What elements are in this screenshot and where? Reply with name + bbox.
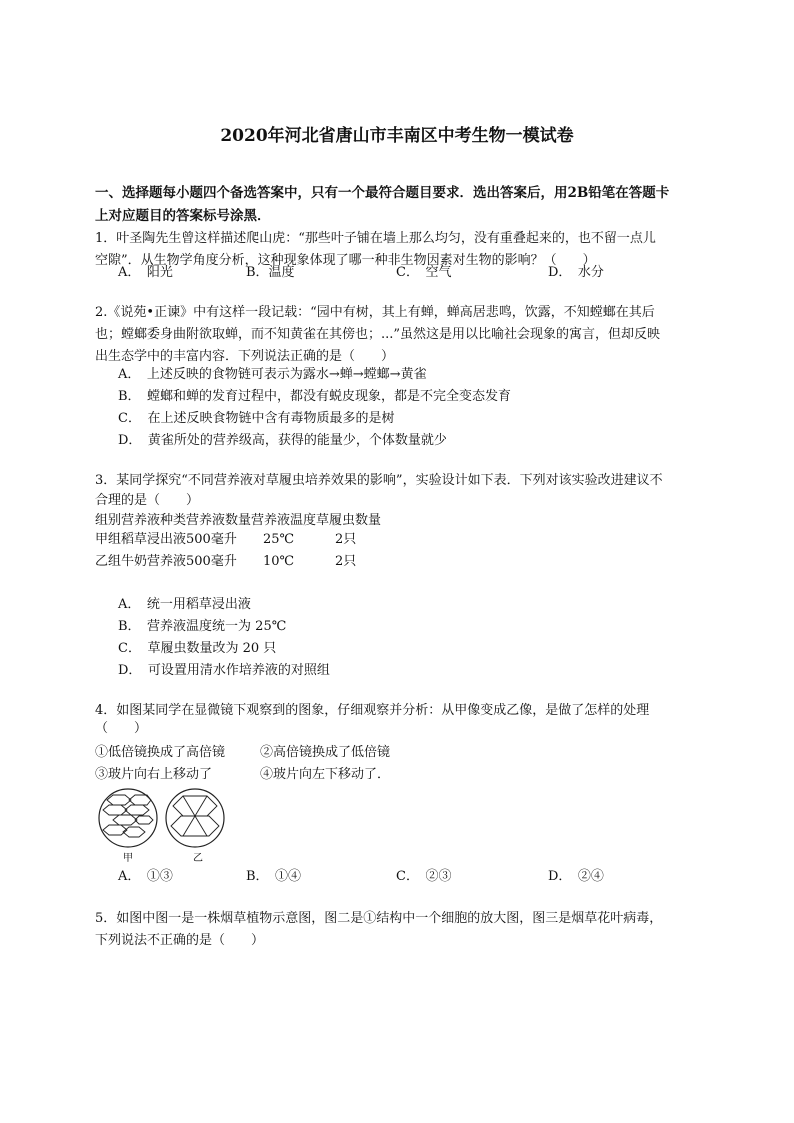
section-heading (95, 182, 669, 228)
page-title: 2020年河北省唐山市丰南区中考生物一模试卷 (220, 126, 574, 146)
question-3-option-c[interactable]: C． 草履虫数量改为 20 只 (118, 641, 277, 656)
question-5-stem-line2: 下列说法不正确的是（ ） (95, 933, 265, 948)
question-2-stem-line2: 也；螳螂委身曲附欲取蝉，而不知黄雀在其傍也；...”虽然这是用以比喻社会现象的寓言，但却反映 (95, 327, 661, 342)
question-1-stem-line2: 空隙”．从生物学角度分析，这种现象体现了哪一种非生物因素对生物的影响？（ ） (95, 253, 596, 268)
question-2-stem-line3: 出生态学中的丰富内容．下列说法正确的是（ ） (95, 349, 395, 364)
question-4-choice-3: ③玻片向右上移动了 (95, 767, 213, 782)
question-3-option-b[interactable]: B． 营养液温度统一为 25℃ (118, 619, 287, 634)
question-1-stem-line1: 1．叶圣陶先生曾这样描述爬山虎：“那些叶子铺在墙上那么均匀，没有重叠起来的，也不留一点儿 (95, 231, 656, 246)
question-2-stem-line1: 2.《说苑•正谏》中有这样一段记载：“园中有树，其上有蝉，蝉高居悲鸣，饮露，不知螳螂在其后 (95, 305, 655, 320)
table-row (95, 529, 356, 551)
section-heading-line1: 一、选择题每小题四个备选答案中，只有一个最符合题目要求．选出答案后，用2B铅笔在答题卡 (95, 185, 670, 201)
question-1-option-b[interactable]: B．温度 (246, 265, 295, 280)
field-of-view-yi-icon (166, 789, 224, 847)
question-4-option-d[interactable]: D． ②④ (548, 869, 604, 884)
question-1-options (118, 262, 718, 284)
question-5-stem-line1: 5．如图中图一是一株烟草植物示意图，图二是①结构中一个细胞的放大图，图三是烟草花叶病毒， (95, 911, 663, 926)
cells-jia-icon (103, 795, 153, 837)
question-3-option-d[interactable]: D． 可设置用清水作培养液的对照组 (118, 663, 330, 678)
question-2-option-b[interactable]: B． 螳螂和蝉的发育过程中，都没有蜕皮现象，都是不完全变态发育 (118, 389, 512, 404)
table-cell: 甲组稻草浸出液500毫升 (95, 532, 237, 547)
question-4-option-c[interactable]: C． ②③ (396, 869, 452, 884)
question-3-table (95, 529, 356, 573)
table-cell: 10℃ (263, 554, 295, 569)
section-heading-line2: 上对应题目的答案标号涂黑． (95, 208, 271, 224)
question-1-option-d[interactable]: D． 水分 (548, 265, 604, 280)
question-4-choice-2: ②高倍镜换成了低倍镜 (260, 745, 391, 760)
table-cell: 2只 (335, 554, 357, 569)
table-cell: 乙组牛奶营养液500毫升 (95, 554, 237, 569)
question-4-stem-line2: （ ） (95, 721, 148, 736)
question-2-option-d[interactable]: D． 黄雀所处的营养级高，获得的能量少，个体数量就少 (118, 433, 447, 448)
question-4-option-b[interactable]: B． ①④ (246, 869, 302, 884)
question-2-option-a[interactable]: A． 上述反映的食物链可表示为露水→蝉→螳螂→黄雀 (118, 367, 427, 382)
question-4-choice-4: ④玻片向左下移动了． (260, 767, 391, 782)
figure-label-yi: 乙 (193, 853, 203, 864)
question-3-stem-line2: 合理的是（ ） (95, 493, 200, 508)
question-3-stem-line1: 3．某同学探究“不同营养液对草履虫培养效果的影响”，实验设计如下表．下列对该实验改进建议不 (95, 473, 663, 488)
table-cell: 2只 (335, 532, 357, 547)
question-2-option-c[interactable]: C． 在上述反映食物链中含有毒物质最多的是树 (118, 411, 395, 426)
question-4-options (118, 866, 718, 888)
figure-label-jia: 甲 (123, 853, 133, 864)
question-4-choice-1: ①低倍镜换成了高倍镜 (95, 745, 226, 760)
table-cell: 25℃ (263, 532, 295, 547)
cells-yi-icon (171, 796, 219, 836)
microscope-figure (95, 786, 235, 866)
question-1-option-c[interactable]: C． 空气 (396, 265, 452, 280)
question-3-option-a[interactable]: A． 统一用稻草浸出液 (118, 597, 251, 612)
question-1-option-a[interactable]: A． 阳光 (118, 265, 173, 280)
question-3-table-header: 组别营养液种类营养液数量营养液温度草履虫数量 (95, 513, 382, 528)
table-row (95, 551, 356, 573)
question-4-option-a[interactable]: A． ①③ (118, 869, 173, 884)
question-4-stem-line1: 4．如图某同学在显微镜下观察到的图象，仔细观察并分析：从甲像变成乙像，是做了怎样的处理 (95, 703, 650, 718)
